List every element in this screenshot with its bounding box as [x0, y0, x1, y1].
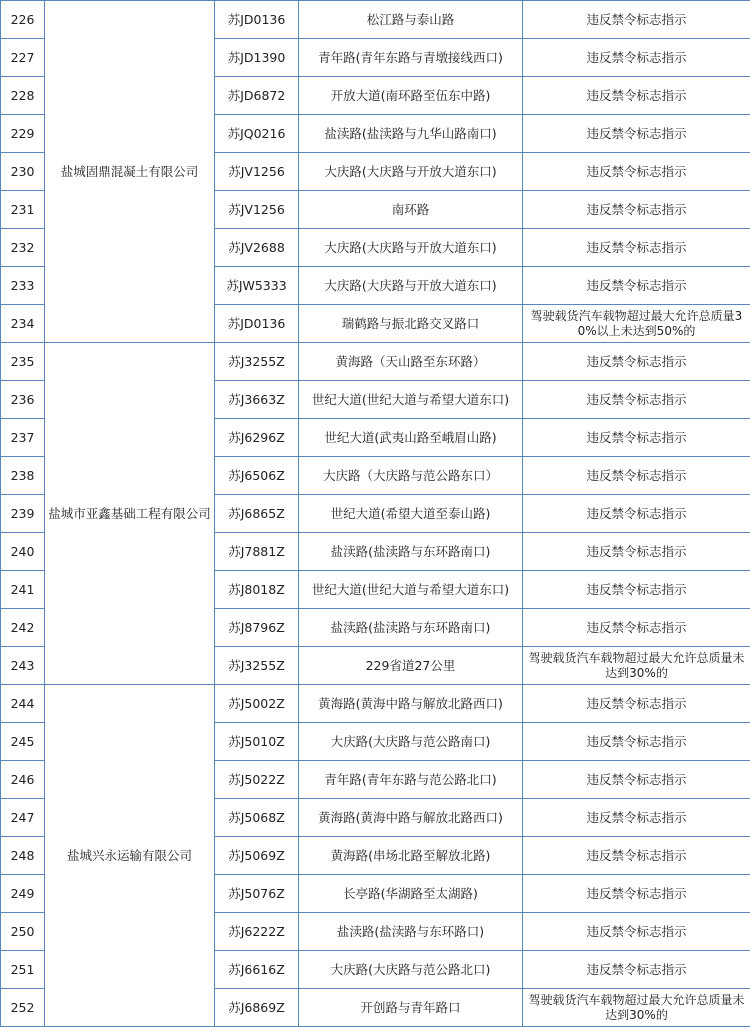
plate-number: 苏JV2688: [215, 229, 299, 267]
violation-location: 大庆路(大庆路与开放大道东口): [299, 267, 523, 305]
violation-location: 青年路(青年东路与范公路北口): [299, 761, 523, 799]
row-number: 235: [1, 343, 45, 381]
violation-type: 违反禁令标志指示: [523, 77, 750, 115]
row-number: 234: [1, 305, 45, 343]
violation-type: 违反禁令标志指示: [523, 951, 750, 989]
plate-number: 苏J5022Z: [215, 761, 299, 799]
violation-location: 世纪大道(希望大道至泰山路): [299, 495, 523, 533]
row-number: 239: [1, 495, 45, 533]
violation-location: 大庆路（大庆路与范公路东口）: [299, 457, 523, 495]
row-number: 242: [1, 609, 45, 647]
row-number: 230: [1, 153, 45, 191]
plate-number: 苏JD6872: [215, 77, 299, 115]
plate-number: 苏JV1256: [215, 153, 299, 191]
violation-location: 黄海路(黄海中路与解放北路西口): [299, 799, 523, 837]
violation-type: 驾驶载货汽车载物超过最大允许总质量30%以上未达到50%的: [523, 305, 750, 343]
violation-location: 盐渎路(盐渎路与东环路南口): [299, 609, 523, 647]
table-row: [1, 685, 750, 723]
violation-type: 违反禁令标志指示: [523, 457, 750, 495]
plate-number: 苏J6865Z: [215, 495, 299, 533]
plate-number: 苏JD1390: [215, 39, 299, 77]
table-body: [1, 1, 750, 1027]
row-number: 240: [1, 533, 45, 571]
plate-number: 苏J3255Z: [215, 647, 299, 685]
violation-location: 大庆路(大庆路与范公路南口): [299, 723, 523, 761]
violation-location: 大庆路(大庆路与开放大道东口): [299, 153, 523, 191]
violation-type: 违反禁令标志指示: [523, 761, 750, 799]
plate-number: 苏J8018Z: [215, 571, 299, 609]
row-number: 243: [1, 647, 45, 685]
plate-number: 苏JD0136: [215, 1, 299, 39]
plate-number: 苏J3255Z: [215, 343, 299, 381]
violation-type: 违反禁令标志指示: [523, 495, 750, 533]
violation-type: 违反禁令标志指示: [523, 913, 750, 951]
violation-type: 违反禁令标志指示: [523, 419, 750, 457]
row-number: 232: [1, 229, 45, 267]
violation-type: 违反禁令标志指示: [523, 343, 750, 381]
violation-location: 长亭路(华湖路至太湖路): [299, 875, 523, 913]
row-number: 231: [1, 191, 45, 229]
violation-location: 盐渎路(盐渎路与东环路口): [299, 913, 523, 951]
plate-number: 苏J5069Z: [215, 837, 299, 875]
company-name: 盐城兴永运输有限公司: [45, 685, 215, 1027]
violation-location: 青年路(青年东路与青墩接线西口): [299, 39, 523, 77]
plate-number: 苏JQ0216: [215, 115, 299, 153]
company-name: 盐城固鼎混凝土有限公司: [45, 1, 215, 343]
row-number: 228: [1, 77, 45, 115]
plate-number: 苏J6222Z: [215, 913, 299, 951]
row-number: 233: [1, 267, 45, 305]
plate-number: 苏J6506Z: [215, 457, 299, 495]
violation-location: 南环路: [299, 191, 523, 229]
row-number: 245: [1, 723, 45, 761]
violation-type: 违反禁令标志指示: [523, 1, 750, 39]
violation-type: 违反禁令标志指示: [523, 875, 750, 913]
plate-number: 苏J6869Z: [215, 989, 299, 1027]
violation-location: 大庆路(大庆路与开放大道东口): [299, 229, 523, 267]
plate-number: 苏J7881Z: [215, 533, 299, 571]
row-number: 226: [1, 1, 45, 39]
violation-location: 世纪大道(武夷山路至峨眉山路): [299, 419, 523, 457]
plate-number: 苏J8796Z: [215, 609, 299, 647]
violation-location: 黄海路(串场北路至解放北路): [299, 837, 523, 875]
violation-location: 大庆路(大庆路与范公路北口): [299, 951, 523, 989]
row-number: 247: [1, 799, 45, 837]
table-row: [1, 1, 750, 39]
violation-location: 盐渎路(盐渎路与九华山路南口): [299, 115, 523, 153]
row-number: 227: [1, 39, 45, 77]
plate-number: 苏J5010Z: [215, 723, 299, 761]
row-number: 249: [1, 875, 45, 913]
violation-location: 瑞鹤路与振北路交叉路口: [299, 305, 523, 343]
plate-number: 苏J5002Z: [215, 685, 299, 723]
violation-type: 违反禁令标志指示: [523, 267, 750, 305]
violation-type: 驾驶载货汽车载物超过最大允许总质量未达到30%的: [523, 989, 750, 1027]
row-number: 244: [1, 685, 45, 723]
violation-location: 开创路与青年路口: [299, 989, 523, 1027]
violation-type: 违反禁令标志指示: [523, 381, 750, 419]
violation-location: 黄海路(黄海中路与解放北路西口): [299, 685, 523, 723]
violation-type: 违反禁令标志指示: [523, 723, 750, 761]
row-number: 246: [1, 761, 45, 799]
plate-number: 苏J5076Z: [215, 875, 299, 913]
plate-number: 苏JV1256: [215, 191, 299, 229]
violation-type: 违反禁令标志指示: [523, 115, 750, 153]
plate-number: 苏J5068Z: [215, 799, 299, 837]
violation-type: 违反禁令标志指示: [523, 39, 750, 77]
plate-number: 苏J6616Z: [215, 951, 299, 989]
violation-location: 黄海路（天山路至东环路）: [299, 343, 523, 381]
violation-type: 违反禁令标志指示: [523, 571, 750, 609]
plate-number: 苏JD0136: [215, 305, 299, 343]
row-number: 251: [1, 951, 45, 989]
table-row: [1, 343, 750, 381]
violation-type: 违反禁令标志指示: [523, 685, 750, 723]
row-number: 236: [1, 381, 45, 419]
row-number: 241: [1, 571, 45, 609]
violation-location: 世纪大道(世纪大道与希望大道东口): [299, 571, 523, 609]
row-number: 252: [1, 989, 45, 1027]
violation-type: 违反禁令标志指示: [523, 533, 750, 571]
row-number: 237: [1, 419, 45, 457]
violation-location: 世纪大道(世纪大道与希望大道东口): [299, 381, 523, 419]
violation-type: 违反禁令标志指示: [523, 191, 750, 229]
row-number: 229: [1, 115, 45, 153]
violation-type: 驾驶载货汽车载物超过最大允许总质量未达到30%的: [523, 647, 750, 685]
company-name: 盐城市亚鑫基础工程有限公司: [45, 343, 215, 685]
plate-number: 苏J6296Z: [215, 419, 299, 457]
violation-location: 盐渎路(盐渎路与东环路南口): [299, 533, 523, 571]
violation-type: 违反禁令标志指示: [523, 153, 750, 191]
row-number: 238: [1, 457, 45, 495]
row-number: 250: [1, 913, 45, 951]
violation-type: 违反禁令标志指示: [523, 837, 750, 875]
violation-type: 违反禁令标志指示: [523, 609, 750, 647]
row-number: 248: [1, 837, 45, 875]
violation-location: 229省道27公里: [299, 647, 523, 685]
plate-number: 苏JW5333: [215, 267, 299, 305]
plate-number: 苏J3663Z: [215, 381, 299, 419]
violation-location: 开放大道(南环路至伍东中路): [299, 77, 523, 115]
violation-location: 松江路与泰山路: [299, 1, 523, 39]
violation-type: 违反禁令标志指示: [523, 799, 750, 837]
violation-type: 违反禁令标志指示: [523, 229, 750, 267]
